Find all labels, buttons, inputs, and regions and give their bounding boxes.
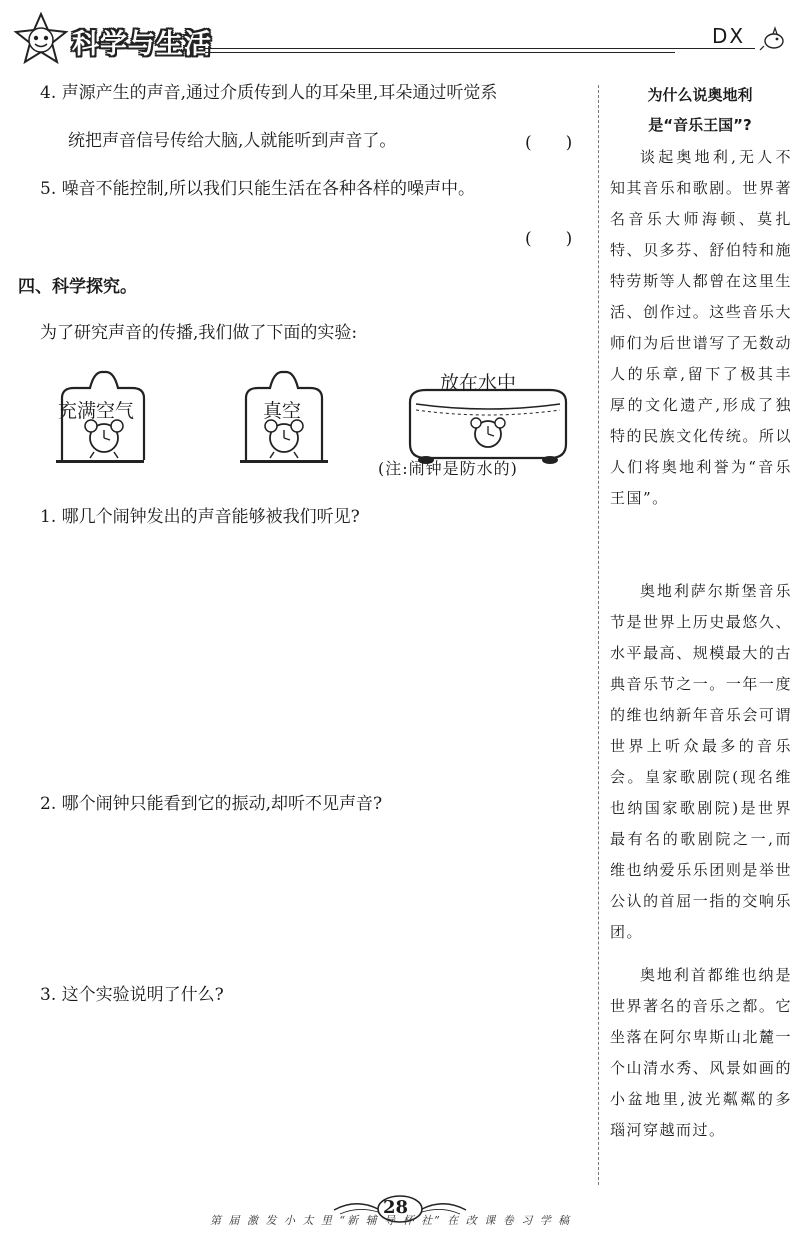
page-number: 28 bbox=[383, 1197, 409, 1218]
header-code: DX bbox=[712, 24, 746, 48]
section-intro: 为了研究声音的传播,我们做了下面的实验: bbox=[40, 323, 358, 343]
sidebar-title bbox=[610, 80, 790, 140]
sidebar-paragraph-2: 奥地利萨尔斯堡音乐节是世界上历史最悠久、水平最高、规模最大的古典音乐节之一。一年一度的维也纳新年音乐会可谓世界上听众最多的音乐会。皇家歌剧院(现名维也纳国家歌剧院)是世界最有名的歌剧院之一,而维也纳爱乐乐团则是举世公认的首屈一指的交响乐团。 bbox=[610, 582, 792, 941]
figure-note: (注:闹钟是防水的) bbox=[378, 459, 518, 478]
sidebar-title-line2: 是“音乐王国”? bbox=[648, 116, 752, 134]
header-title: 科学与生活 bbox=[72, 29, 212, 60]
sidebar-paragraph-3: 奥地利首都维也纳是世界著名的音乐之都。它坐落在阿尔卑斯山北麓一个山清水秀、风景如画的小盆地里,波光粼粼的多瑙河穿越而过。 bbox=[610, 966, 792, 1139]
label-air: 充满空气 bbox=[58, 400, 135, 422]
answer-area-2[interactable] bbox=[40, 828, 580, 968]
header-bird-icon bbox=[758, 24, 788, 54]
header-rule bbox=[205, 48, 755, 49]
footer-note: 第 届 激 发 小 太 里 “新 辅 导 杯 社” 在 改 课 卷 习 学 稿 bbox=[210, 1214, 572, 1227]
header-rule-thin bbox=[205, 52, 675, 53]
column-divider bbox=[598, 85, 599, 1185]
judge-question-4-line2: 统把声音信号传给大脑,人就能听到声音了。 bbox=[68, 131, 397, 151]
header-mascot-logo bbox=[10, 12, 72, 68]
inquiry-question-3: 3. 这个实验说明了什么? bbox=[40, 985, 224, 1005]
inquiry-question-1: 1. 哪几个闹钟发出的声音能够被我们听见? bbox=[40, 507, 360, 527]
answer-area-3[interactable] bbox=[40, 1018, 580, 1178]
answer-paren-q5[interactable]: ( ) bbox=[525, 229, 573, 249]
judge-question-5: 5. 噪音不能控制,所以我们只能生活在各种各样的噪声中。 bbox=[40, 179, 476, 199]
sidebar-title-line1: 为什么说奥地利 bbox=[647, 86, 753, 104]
label-water: 放在水中 bbox=[440, 372, 517, 394]
answer-area-1[interactable] bbox=[40, 540, 580, 780]
inquiry-question-2: 2. 哪个闹钟只能看到它的振动,却听不见声音? bbox=[40, 794, 383, 814]
water-tank bbox=[410, 390, 566, 464]
label-vacuum: 真空 bbox=[263, 400, 302, 422]
judge-question-4-line1: 4. 声源产生的声音,通过介质传到人的耳朵里,耳朵通过听觉系 bbox=[40, 83, 498, 103]
answer-paren-q4[interactable]: ( ) bbox=[525, 133, 573, 153]
sidebar-paragraph-1: 谈起奥地利,无人不知其音乐和歌剧。世界著名音乐大师海顿、莫扎特、贝多芬、舒伯特和施特劳斯等人都曾在这里生活、创作过。这些音乐大师们为后世谱写了无数动人的乐章,留下了极其丰厚的文化遗产,形成了独特的民族文化传统。所以人们将奥地利誉为“音乐王国”。 bbox=[610, 148, 792, 507]
section-heading: 四、科学探究。 bbox=[18, 277, 137, 297]
